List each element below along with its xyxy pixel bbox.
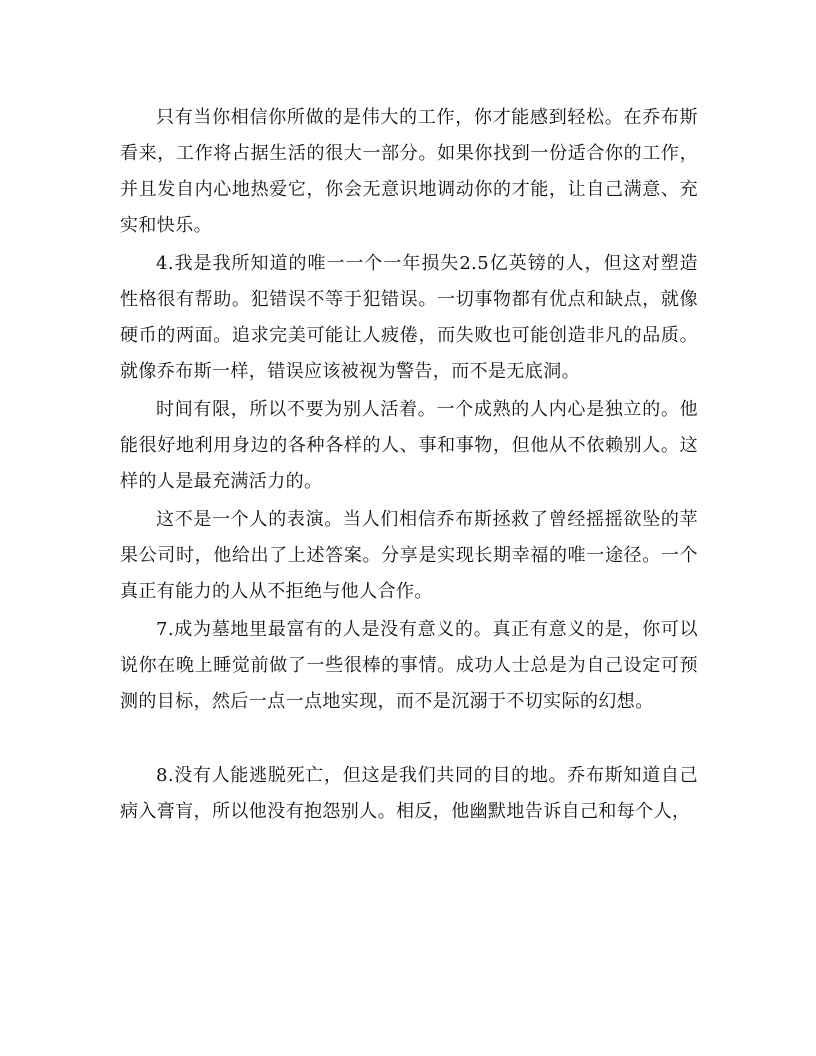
paragraph-not-one-man-show: 这不是一个人的表演。当人们相信乔布斯拯救了曾经摇摇欲坠的苹果公司时，他给出了上述答案。分享是实现长期幸福的唯一途径。一个真正有能力的人从不拒绝与他人合作。 [120,509,698,602]
paragraph-item-4-mistakes: 4.我是我所知道的唯一一个一年损失2.5亿英镑的人，但这对塑造性格很有帮助。犯错误不等于犯错误。一切事物都有优点和缺点，就像硬币的两面。追求完美可能让人疲倦，而失败也可能创造非凡的品质。就像乔布斯一样，错误应该被视为警告，而不是无底洞。 [120,253,698,382]
paragraph-item-8-death: 8.没有人能逃脱死亡，但这是我们共同的目的地。乔布斯知道自己病入膏肓，所以他没有抱怨别人。相反，他幽默地告诉自己和每个人， [120,765,698,822]
paragraph-work-passion: 只有当你相信你所做的是伟大的工作，你才能感到轻松。在乔布斯看来，工作将占据生活的很大一部分。如果你找到一份适合你的工作，并且发自内心地热爱它，你会无意识地调动你的才能，让自己满意、充实和快乐。 [120,107,698,236]
paragraph-item-7-meaning: 7.成为墓地里最富有的人是没有意义的。真正有意义的是，你可以说你在晚上睡觉前做了一些很棒的事情。成功人士总是为自己设定可预测的目标，然后一点一点地实现，而不是沉溺于不切实际的幻想。 [120,619,698,712]
document-body [120,100,698,830]
paragraph-limited-time: 时间有限，所以不要为别人活着。一个成熟的人内心是独立的。他能很好地利用身边的各种各样的人、事和事物，但他从不依赖别人。这样的人是最充满活力的。 [120,399,698,492]
